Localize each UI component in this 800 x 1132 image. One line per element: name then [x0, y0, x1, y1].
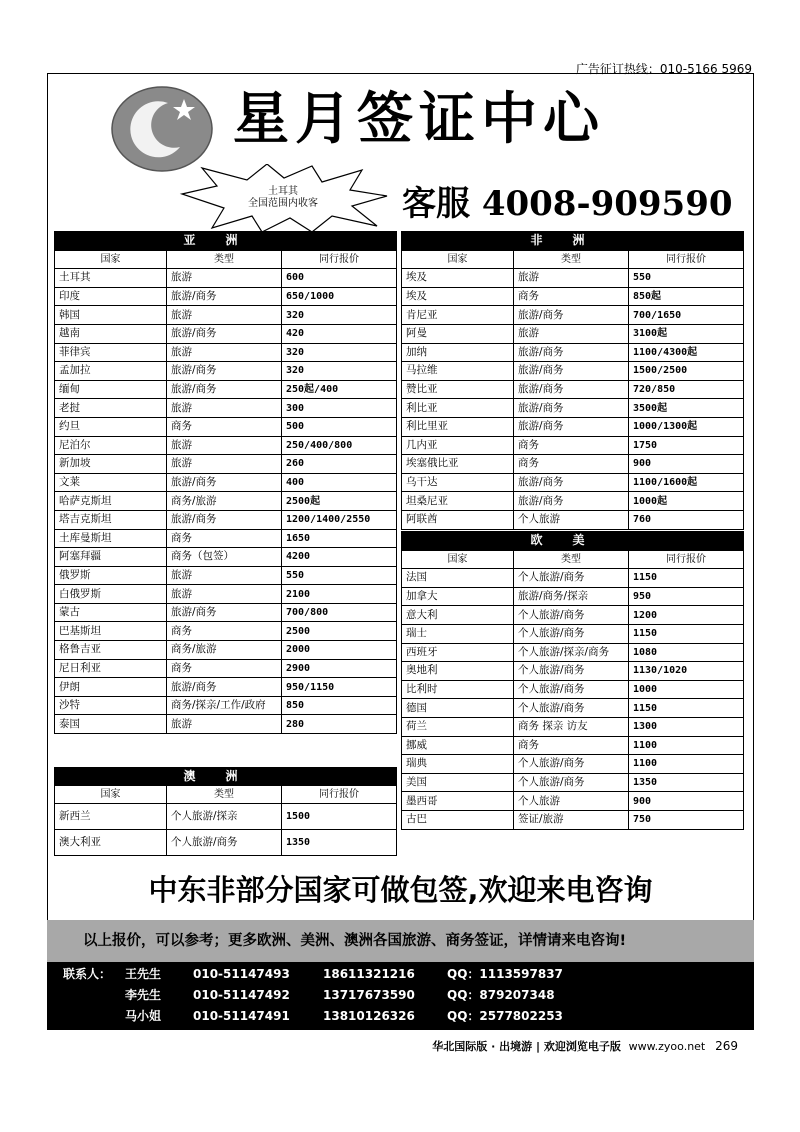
country-header: 国家: [402, 250, 514, 269]
type-cell: 旅游/商务: [167, 362, 282, 381]
service-phone: 客服 4008-909590: [402, 184, 733, 224]
country-cell: 利比亚: [402, 399, 514, 418]
type-cell: 个人旅游/探亲/商务: [514, 643, 629, 662]
type-cell: 个人旅游/商务: [514, 662, 629, 681]
brand-title: 星月签证中心: [233, 87, 605, 152]
table-row: [55, 324, 397, 343]
table-row: [55, 306, 397, 325]
country-cell: 埃塞俄比亚: [402, 455, 514, 474]
price-cell: 320: [282, 306, 397, 325]
badge-line-2: 全国范围内收客: [248, 198, 318, 209]
page-footer: [432, 1038, 738, 1054]
table-row: [402, 324, 744, 343]
type-cell: 商务/旅游: [167, 641, 282, 660]
table-row: [55, 715, 397, 734]
table-row: [402, 510, 744, 529]
price-cell: 1200: [629, 606, 744, 625]
table-row: [55, 566, 397, 585]
table-row: [402, 287, 744, 306]
price-cell: 1300: [629, 717, 744, 736]
table-row: [402, 662, 744, 681]
type-cell: 旅游/商务: [514, 362, 629, 381]
price-cell: 1150: [629, 624, 744, 643]
country-cell: 阿塞拜疆: [55, 548, 167, 567]
table-row: [402, 269, 744, 288]
type-cell: 旅游: [167, 566, 282, 585]
section-heading: 非洲: [402, 232, 744, 251]
country-cell: 约旦: [55, 417, 167, 436]
slogan: 中东非部分国家可做包签,欢迎来电咨询: [148, 873, 653, 907]
type-cell: 旅游/商务: [514, 343, 629, 362]
table-row: [402, 643, 744, 662]
table-row: [55, 343, 397, 362]
footer-tagline: | 欢迎浏览电子版: [535, 1040, 621, 1053]
table-row: [402, 306, 744, 325]
table-row: [55, 548, 397, 567]
type-cell: 商务: [514, 455, 629, 474]
table-row: [402, 755, 744, 774]
type-cell: 旅游: [167, 399, 282, 418]
type-cell: 商务: [167, 622, 282, 641]
column-header-row: [402, 550, 744, 569]
table-row: [402, 792, 744, 811]
type-cell: 商务/探亲/工作/政府: [167, 696, 282, 715]
contact-tel: 010-51147492: [193, 988, 290, 1002]
table-row: [402, 492, 744, 511]
table-row: [402, 417, 744, 436]
country-cell: 古巴: [402, 810, 514, 829]
section-heading: 欧美: [402, 532, 744, 551]
type-cell: 旅游: [167, 455, 282, 474]
type-cell: 旅游: [167, 306, 282, 325]
table-row: [55, 269, 397, 288]
price-cell: 1080: [629, 643, 744, 662]
table-row: [402, 380, 744, 399]
table-row: [55, 659, 397, 678]
price-cell: 700/1650: [629, 306, 744, 325]
table-row: [55, 622, 397, 641]
country-cell: 几内亚: [402, 436, 514, 455]
country-header: 国家: [55, 786, 167, 804]
contact-qq: QQ：2577802253: [447, 1009, 563, 1023]
price-cell: 850: [282, 696, 397, 715]
table-row: [55, 510, 397, 529]
price-header: 同行报价: [282, 250, 397, 269]
type-cell: 旅游/商务: [167, 324, 282, 343]
type-cell: 个人旅游/商务: [514, 624, 629, 643]
table-row: [402, 699, 744, 718]
type-cell: 个人旅游/商务: [514, 606, 629, 625]
contact-qq: QQ：879207348: [447, 988, 555, 1002]
type-cell: 旅游/商务: [514, 399, 629, 418]
price-cell: 1150: [629, 569, 744, 588]
price-cell: 900: [629, 792, 744, 811]
price-cell: 280: [282, 715, 397, 734]
country-cell: 加拿大: [402, 587, 514, 606]
type-cell: 商务: [514, 436, 629, 455]
price-cell: 950/1150: [282, 678, 397, 697]
price-cell: 250/400/800: [282, 436, 397, 455]
badge-line-1: 土耳其: [268, 186, 298, 197]
moon-star-logo: [110, 85, 214, 173]
type-cell: 旅游/商务: [514, 380, 629, 399]
type-cell: 旅游/商务: [514, 473, 629, 492]
table-row: [55, 436, 397, 455]
type-cell: 商务: [167, 417, 282, 436]
contact-qq: QQ：1113597837: [447, 967, 563, 981]
price-cell: 1130/1020: [629, 662, 744, 681]
country-cell: 埃及: [402, 269, 514, 288]
table-row: [402, 680, 744, 699]
type-cell: 旅游/商务/探亲: [514, 587, 629, 606]
table-row: [55, 380, 397, 399]
table-row: [402, 362, 744, 381]
column-header-row: [402, 250, 744, 269]
country-cell: 德国: [402, 699, 514, 718]
table-row: [402, 717, 744, 736]
price-cell: 1200/1400/2550: [282, 510, 397, 529]
price-header: 同行报价: [629, 250, 744, 269]
price-cell: 1350: [282, 830, 397, 856]
price-cell: 260: [282, 455, 397, 474]
price-cell: 600: [282, 269, 397, 288]
price-cell: 3100起: [629, 324, 744, 343]
africa-price-table: [401, 231, 744, 530]
table-row: [55, 696, 397, 715]
country-cell: 巴基斯坦: [55, 622, 167, 641]
price-cell: 1650: [282, 529, 397, 548]
price-cell: 750: [629, 810, 744, 829]
table-row: [402, 473, 744, 492]
price-cell: 650/1000: [282, 287, 397, 306]
table-row: [55, 399, 397, 418]
type-cell: 个人旅游/商务: [167, 830, 282, 856]
country-cell: 美国: [402, 773, 514, 792]
type-header: 类型: [514, 550, 629, 569]
country-cell: 赞比亚: [402, 380, 514, 399]
country-cell: 尼泊尔: [55, 436, 167, 455]
country-cell: 墨西哥: [402, 792, 514, 811]
column-header-row: [55, 786, 397, 804]
section-heading-row: [402, 532, 744, 551]
price-cell: 950: [629, 587, 744, 606]
price-cell: 550: [282, 566, 397, 585]
type-cell: 旅游: [514, 269, 629, 288]
country-cell: 乌干达: [402, 473, 514, 492]
price-cell: 420: [282, 324, 397, 343]
type-cell: 旅游/商务: [167, 473, 282, 492]
price-cell: 900: [629, 455, 744, 474]
type-cell: 商务: [167, 529, 282, 548]
price-cell: 700/800: [282, 603, 397, 622]
section-heading: 澳洲: [55, 768, 397, 786]
country-cell: 菲律宾: [55, 343, 167, 362]
table-row: [402, 569, 744, 588]
price-cell: 3500起: [629, 399, 744, 418]
contacts-label: 联系人：: [63, 967, 112, 981]
contacts-panel: [47, 962, 754, 1030]
type-header: 类型: [167, 786, 282, 804]
type-cell: 旅游/商务: [167, 603, 282, 622]
country-cell: 格鲁吉亚: [55, 641, 167, 660]
table-row: [402, 624, 744, 643]
country-cell: 瑞典: [402, 755, 514, 774]
country-cell: 伊朗: [55, 678, 167, 697]
type-cell: 个人旅游/商务: [514, 680, 629, 699]
type-cell: 旅游: [514, 324, 629, 343]
country-cell: 塔吉克斯坦: [55, 510, 167, 529]
type-cell: 旅游/商务: [514, 417, 629, 436]
country-header: 国家: [402, 550, 514, 569]
type-cell: 旅游/商务: [514, 492, 629, 511]
country-cell: 哈萨克斯坦: [55, 492, 167, 511]
price-cell: 760: [629, 510, 744, 529]
table-row: [402, 736, 744, 755]
table-row: [55, 492, 397, 511]
country-cell: 缅甸: [55, 380, 167, 399]
type-cell: 个人旅游/商务: [514, 569, 629, 588]
type-cell: 商务: [514, 736, 629, 755]
country-header: 国家: [55, 250, 167, 269]
page-number: 269: [715, 1039, 738, 1053]
price-cell: 1750: [629, 436, 744, 455]
country-cell: 加纳: [402, 343, 514, 362]
table-row: [55, 455, 397, 474]
contact-name: 李先生: [125, 988, 162, 1002]
notice-bar: 以上报价，可以参考；更多欧洲、美洲、澳洲各国旅游、商务签证，详情请来电咨询!: [47, 920, 754, 962]
table-row: [55, 603, 397, 622]
country-cell: 奥地利: [402, 662, 514, 681]
country-cell: 老挝: [55, 399, 167, 418]
type-cell: 旅游/商务: [167, 287, 282, 306]
price-cell: 1000起: [629, 492, 744, 511]
country-cell: 韩国: [55, 306, 167, 325]
price-cell: 1100: [629, 755, 744, 774]
price-cell: 2900: [282, 659, 397, 678]
europe-america-price-table: [401, 531, 744, 830]
country-cell: 沙特: [55, 696, 167, 715]
website-link[interactable]: www.zyoo.net: [628, 1040, 706, 1053]
country-cell: 法国: [402, 569, 514, 588]
table-row: [55, 362, 397, 381]
type-cell: 个人旅游/商务: [514, 773, 629, 792]
publication-name: 华北国际版 · 出境游: [432, 1040, 533, 1053]
table-row: [55, 641, 397, 660]
table-row: [55, 585, 397, 604]
badge-text: [228, 186, 338, 210]
type-cell: 商务: [167, 659, 282, 678]
contact-tel: 010-51147493: [193, 967, 290, 981]
table-row: [55, 804, 397, 830]
table-row: [55, 287, 397, 306]
asia-price-table: [54, 231, 397, 734]
country-cell: 越南: [55, 324, 167, 343]
table-row: [55, 529, 397, 548]
price-cell: 2000: [282, 641, 397, 660]
contact-mobile: 13717673590: [323, 988, 415, 1002]
type-cell: 个人旅游/探亲: [167, 804, 282, 830]
table-row: [402, 436, 744, 455]
type-cell: 个人旅游/商务: [514, 699, 629, 718]
column-header-row: [55, 250, 397, 269]
country-cell: 马拉维: [402, 362, 514, 381]
country-cell: 白俄罗斯: [55, 585, 167, 604]
contact-name: 马小姐: [125, 1009, 162, 1023]
type-header: 类型: [167, 250, 282, 269]
price-cell: 2500: [282, 622, 397, 641]
price-cell: 4200: [282, 548, 397, 567]
country-cell: 肯尼亚: [402, 306, 514, 325]
contact-mobile: 18611321216: [323, 967, 415, 981]
price-cell: 550: [629, 269, 744, 288]
price-cell: 500: [282, 417, 397, 436]
type-cell: 个人旅游: [514, 510, 629, 529]
price-cell: 400: [282, 473, 397, 492]
price-cell: 1100/4300起: [629, 343, 744, 362]
price-cell: 1100/1600起: [629, 473, 744, 492]
table-row: [55, 830, 397, 856]
ad-hotline: 广告征订热线：010-5166 5969: [575, 62, 752, 76]
country-cell: 瑞士: [402, 624, 514, 643]
contact-name: 王先生: [125, 967, 162, 981]
country-cell: 荷兰: [402, 717, 514, 736]
country-cell: 阿联酋: [402, 510, 514, 529]
country-cell: 文莱: [55, 473, 167, 492]
table-row: [402, 773, 744, 792]
type-cell: 旅游/商务: [514, 306, 629, 325]
country-cell: 坦桑尼亚: [402, 492, 514, 511]
type-cell: 旅游/商务: [167, 678, 282, 697]
price-cell: 1350: [629, 773, 744, 792]
table-row: [402, 810, 744, 829]
country-cell: 俄罗斯: [55, 566, 167, 585]
country-cell: 西班牙: [402, 643, 514, 662]
country-cell: 土库曼斯坦: [55, 529, 167, 548]
price-cell: 1500: [282, 804, 397, 830]
table-row: [402, 455, 744, 474]
price-cell: 320: [282, 343, 397, 362]
country-cell: 利比里亚: [402, 417, 514, 436]
type-cell: 旅游: [167, 269, 282, 288]
price-cell: 1500/2500: [629, 362, 744, 381]
type-cell: 个人旅游: [514, 792, 629, 811]
type-cell: 旅游: [167, 715, 282, 734]
type-cell: 签证/旅游: [514, 810, 629, 829]
country-cell: 埃及: [402, 287, 514, 306]
section-heading: 亚洲: [55, 232, 397, 251]
table-row: [55, 473, 397, 492]
type-cell: 个人旅游/商务: [514, 755, 629, 774]
country-cell: 比利时: [402, 680, 514, 699]
price-cell: 2100: [282, 585, 397, 604]
country-cell: 澳大利亚: [55, 830, 167, 856]
price-cell: 1000: [629, 680, 744, 699]
country-cell: 泰国: [55, 715, 167, 734]
country-cell: 新加坡: [55, 455, 167, 474]
type-cell: 商务/旅游: [167, 492, 282, 511]
country-cell: 新西兰: [55, 804, 167, 830]
table-row: [55, 678, 397, 697]
type-cell: 商务（包签）: [167, 548, 282, 567]
price-cell: 1100: [629, 736, 744, 755]
country-cell: 尼日利亚: [55, 659, 167, 678]
price-cell: 1000/1300起: [629, 417, 744, 436]
country-cell: 孟加拉: [55, 362, 167, 381]
price-cell: 2500起: [282, 492, 397, 511]
table-row: [55, 417, 397, 436]
price-header: 同行报价: [282, 786, 397, 804]
type-cell: 旅游: [167, 343, 282, 362]
price-cell: 300: [282, 399, 397, 418]
price-cell: 320: [282, 362, 397, 381]
table-row: [402, 606, 744, 625]
section-heading-row: [55, 768, 397, 786]
price-cell: 720/850: [629, 380, 744, 399]
table-row: [402, 343, 744, 362]
type-cell: 商务: [514, 287, 629, 306]
section-heading-row: [55, 232, 397, 251]
type-cell: 旅游/商务: [167, 510, 282, 529]
price-cell: 850起: [629, 287, 744, 306]
oceania-price-table: [54, 767, 397, 856]
type-cell: 旅游: [167, 585, 282, 604]
price-cell: 1150: [629, 699, 744, 718]
price-cell: 250起/400: [282, 380, 397, 399]
type-cell: 旅游: [167, 436, 282, 455]
country-cell: 印度: [55, 287, 167, 306]
type-header: 类型: [514, 250, 629, 269]
table-row: [402, 587, 744, 606]
contact-tel: 010-51147491: [193, 1009, 290, 1023]
price-header: 同行报价: [629, 550, 744, 569]
country-cell: 土耳其: [55, 269, 167, 288]
country-cell: 蒙古: [55, 603, 167, 622]
type-cell: 商务 探亲 访友: [514, 717, 629, 736]
type-cell: 旅游/商务: [167, 380, 282, 399]
table-row: [402, 399, 744, 418]
section-heading-row: [402, 232, 744, 251]
country-cell: 挪威: [402, 736, 514, 755]
contact-mobile: 13810126326: [323, 1009, 415, 1023]
country-cell: 意大利: [402, 606, 514, 625]
country-cell: 阿曼: [402, 324, 514, 343]
